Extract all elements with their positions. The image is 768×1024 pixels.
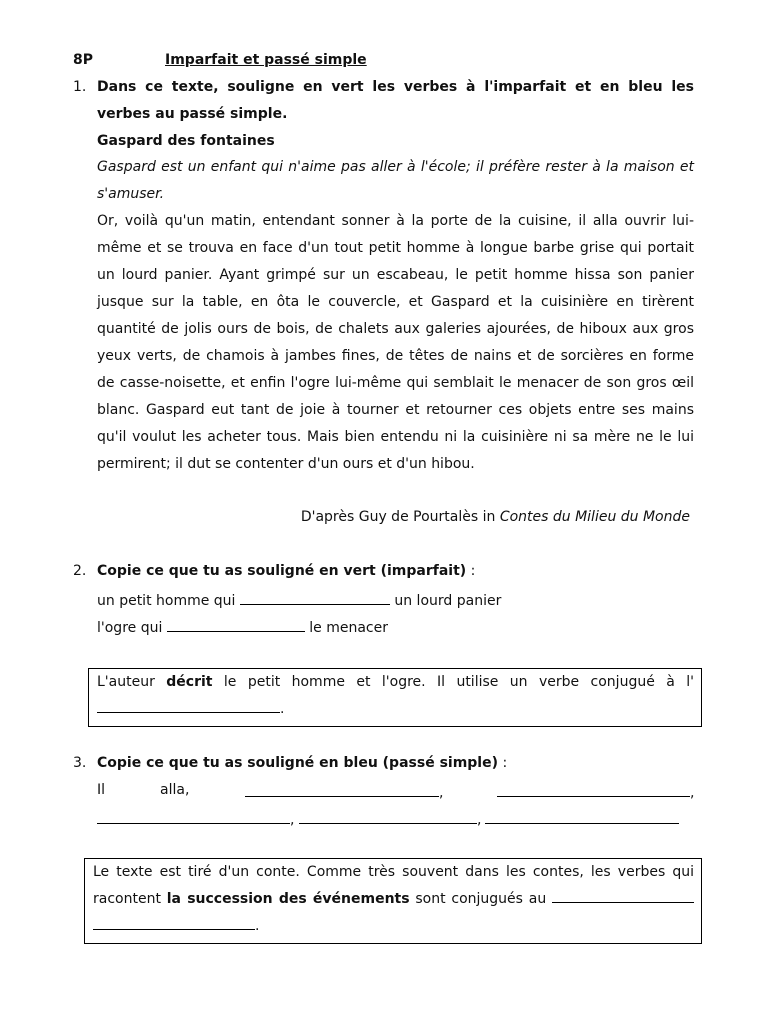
q2-line2-start: l'ogre qui — [97, 620, 163, 636]
q3-alla: alla, — [160, 782, 190, 798]
q3-row2-blank3-wrap — [485, 809, 679, 828]
q3-row2-blank1-wrap — [97, 809, 294, 828]
q2-box-blank[interactable] — [97, 698, 280, 713]
q2-line2-end: le menacer — [309, 620, 388, 636]
q3-comma-1: , — [439, 785, 444, 801]
q2-box-text-e: . — [280, 701, 285, 717]
q3-blank-2[interactable] — [497, 782, 690, 797]
class-label: 8P — [73, 52, 94, 68]
q3-row1-blank1-wrap — [245, 782, 443, 801]
q1-instruction: Dans ce texte, souligne en vert les verbes à l'imparfait et en bleu les verbes au passé simple. — [97, 79, 694, 122]
page-title: Imparfait et passé simple — [165, 52, 367, 68]
q3-box-text-c: sont conjugués au — [415, 891, 547, 907]
q3-instruction: Copie ce que tu as souligné en bleu (passé simple) — [97, 755, 498, 771]
q1-number: 1. — [73, 79, 87, 95]
q2-box-text-a: L'auteur — [97, 674, 155, 690]
q2-heading — [97, 563, 475, 579]
q3-box-text-d: . — [255, 918, 260, 934]
q2-line1-start: un petit homme qui — [97, 593, 236, 609]
q2-line1 — [97, 590, 501, 609]
q2-instruction: Copie ce que tu as souligné en vert (imparfait) — [97, 563, 467, 579]
q3-box-keyword: la succession des événements — [166, 891, 410, 907]
q3-conclusion-box — [84, 858, 702, 944]
q2-colon: : — [466, 563, 476, 579]
q2-box-text-d: l' — [686, 674, 694, 690]
story-title: Gaspard des fontaines — [97, 133, 275, 149]
q3-box-text-a: Le texte est tiré d'un conte. Comme très souvent dans les contes, les verbes qui racontent — [93, 864, 694, 907]
story-body: Or, voilà qu'un matin, entendant sonner à la porte de la cuisine, il alla ouvrir lui-même et se trouva en face d'un tout petit homme à longue barbe grise qui portait un lourd panier. Ayant grimpé sur un escabeau, le petit homme hissa son panier jusque sur la table, en ôta le couvercle, et Gaspard et la cuisinière en tirèrent quantité de jolis ours de bois, de chalets aux galeries ajourées, de hiboux aux gros yeux verts, de chamois à jambes fines, de têtes de nains et de sorcières en forme de casse-noisette, et enfin l'ogre lui-même qui semblait le menacer de son gros œil blanc. Gaspard eut tant de joie à tourner et retourner ces objets entre ses mains qu'il voulut les acheter tous. Mais bien entendu ni la cuisinière ni sa mère ne le lui permirent; il dut se contenter d'un ours et d'un hibou. — [97, 213, 694, 472]
q3-blank-5[interactable] — [485, 809, 679, 824]
q3-blank-3[interactable] — [97, 809, 290, 824]
story-intro: Gaspard est un enfant qui n'aime pas aller à l'école; il préfère rester à la maison et s'amuser. — [97, 159, 694, 202]
q3-number: 3. — [73, 755, 87, 771]
q3-box-blank-1[interactable] — [552, 888, 694, 903]
q3-heading — [97, 755, 507, 771]
q2-answer-blank-2[interactable] — [167, 617, 305, 632]
q2-line1-end: un lourd panier — [394, 593, 502, 609]
q2-box-keyword: décrit — [166, 674, 213, 690]
q3-comma-4: , — [477, 812, 482, 828]
q2-number: 2. — [73, 563, 87, 579]
q2-line2 — [97, 617, 388, 636]
q3-box-blank-2[interactable] — [93, 915, 255, 930]
source-book: Contes du Milieu du Monde — [499, 509, 690, 525]
source-citation — [301, 509, 690, 525]
q3-row1-blank2-wrap — [497, 782, 694, 801]
q3-row2-blank2-wrap — [299, 809, 481, 828]
q2-box-text-c: le petit homme et l'ogre. Il utilise un verbe conjugué à — [223, 674, 675, 690]
q3-blank-1[interactable] — [245, 782, 439, 797]
source-prefix: D'après Guy de Pourtalès in — [300, 509, 496, 525]
q3-box-text — [93, 859, 694, 940]
q3-blank-4[interactable] — [299, 809, 477, 824]
q3-colon: : — [498, 755, 508, 771]
q3-comma-3: , — [290, 812, 295, 828]
q3-comma-2: , — [690, 785, 695, 801]
q3-il: Il — [97, 782, 106, 798]
q2-answer-blank-1[interactable] — [240, 590, 390, 605]
q2-box-text — [97, 669, 694, 723]
q2-conclusion-box — [88, 668, 702, 727]
